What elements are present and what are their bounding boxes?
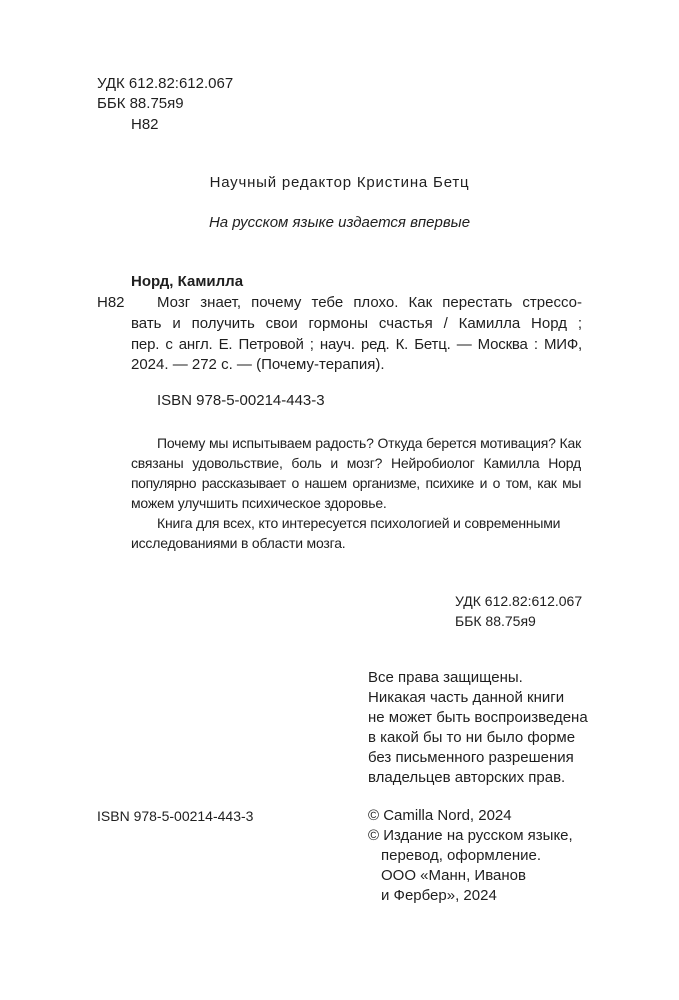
rights-line: владельцев авторских прав.: [368, 769, 566, 786]
description-line: вать и получить свои гормоны счастья / Камилла Норд ;: [131, 315, 582, 332]
bbk-code-top: ББК 88.75я9: [97, 95, 184, 112]
isbn-bottom: ISBN 978-5-00214-443-3: [97, 808, 254, 824]
author-heading: Норд, Камилла: [131, 273, 244, 290]
udk-code-bottom: УДК 612.82:612.067: [455, 593, 583, 609]
author-mark-top: Н82: [131, 116, 159, 133]
annotation-line: Книга для всех, кто интересуется психологией и современными: [157, 515, 561, 531]
science-editor-line: Научный редактор Кристина Бетц: [209, 174, 470, 191]
copyright-line: ООО «Манн, Иванов: [381, 867, 526, 884]
description-line: пер. с англ. Е. Петровой ; науч. ред. К. Бетц. — Москва : МИФ,: [131, 336, 582, 353]
rights-line: Все права защищены.: [368, 669, 523, 686]
copyright-line: © Издание на русском языке,: [368, 827, 573, 844]
rights-line: без письменного разрешения: [368, 749, 574, 766]
annotation-line: Почему мы испытываем радость? Откуда берется мотивация? Как: [157, 435, 581, 451]
annotation-line: популярно рассказывает о нашем организме, психике и о том, как мы: [131, 475, 581, 491]
annotation-line: исследованиями в области мозга.: [131, 535, 346, 551]
annotation-line: связаны удовольствие, боль и мозг? Нейробиолог Камилла Норд: [131, 455, 581, 471]
copyright-line: © Camilla Nord, 2024: [368, 807, 512, 824]
copyright-line: перевод, оформление.: [381, 847, 541, 864]
copyright-line: и Фербер», 2024: [381, 887, 497, 904]
rights-line: не может быть воспроизведена: [368, 709, 588, 726]
isbn-record: ISBN 978-5-00214-443-3: [157, 392, 325, 409]
rights-line: в какой бы то ни было форме: [368, 729, 576, 746]
description-line: Мозг знает, почему тебе плохо. Как перестать стрессо-: [157, 294, 582, 311]
udk-code-top: УДК 612.82:612.067: [97, 75, 234, 92]
bbk-code-bottom: ББК 88.75я9: [455, 613, 536, 629]
annotation-line: можем улучшить психическое здоровье.: [131, 495, 387, 511]
rights-line: Никакая часть данной книги: [368, 689, 565, 706]
description-line: 2024. — 272 с. — (Почему-терапия).: [131, 356, 385, 373]
first-edition-note: На русском языке издается впервые: [208, 214, 471, 231]
author-mark: Н82: [97, 294, 125, 311]
